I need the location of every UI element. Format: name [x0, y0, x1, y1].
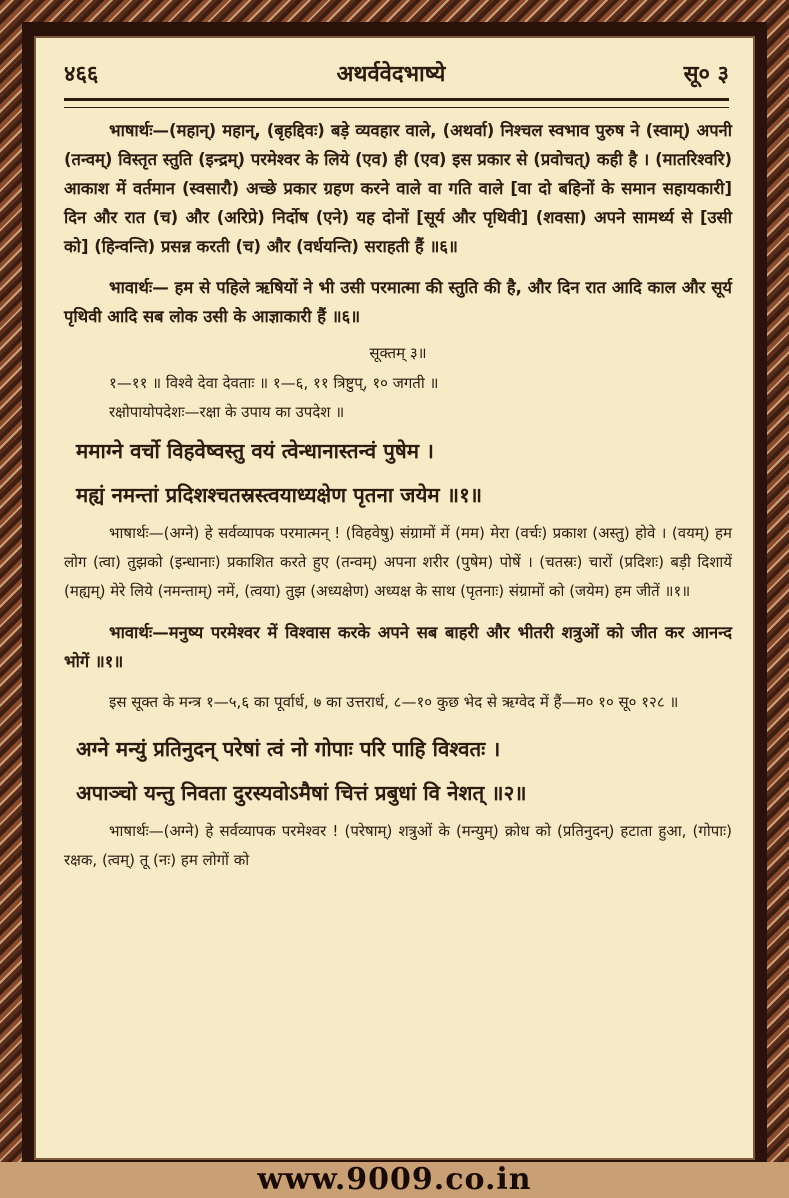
bhasharth-paragraph-6: भाषार्थः—(महान्) महान्, (बृहद्दिवः) बड़े व्यवहार वाले, (अथर्वा) निश्चल स्वभाव पुरुष ने (स्वाम्) अपनी (तन्वम्) विस्तृत स्तुति (इन्द्रम्) परमेश्वर के लिये (एव) ही (एव) इस प्रकार से (प्रवोचत्) कही है । (मातरिश्वरि) आकाश में वर्तमान (स्वसारौ) अच्छे प्रकार ग्रहण करने वाले वा गति वाले [वा दो बहिनों के समान सहायकारी] दिन और रात (च) और (अरिप्रे) निर्दोष (एने) यह दोनों [सूर्य और पृथिवी] (शवसा) अपने सामर्थ्य से [उसी को] (हिन्वन्ति) प्रसन्न करती (च) और (वर्धयन्ति) सराहती हैं ॥६॥ — [64, 121, 732, 256]
bhavarth-paragraph-6: भावार्थः— हम से पहिले ऋषियों ने भी उसी परमात्मा की स्तुति की है, और दिन रात आदि काल और सूर्य पृथिवी आदि सब लोक उसी के आज्ञाकारी हैं ॥६॥ — [64, 278, 732, 326]
header-rule — [64, 98, 729, 108]
page-header — [64, 58, 729, 88]
page-number: ४६६ — [64, 62, 99, 87]
bhavarth-paragraph-1: भावार्थः—मनुष्य परमेश्वर में विश्वास करके अपने सब बाहरी और भीतरी शत्रुओं को जीत कर आनन्द भोगें ॥१॥ — [64, 623, 732, 671]
sukta-title: सूक्तम् ३॥ — [369, 344, 427, 362]
page-content — [64, 116, 732, 887]
mantra-1-line-2: मह्यं नमन्तां प्रदिशश्चतस्रस्त्वयाध्यक्षेण पृतना जयेम ॥१॥ — [76, 483, 483, 507]
mantra-2-line-1: अग्ने मन्युं प्रतिनुदन् परेषां त्वं नो गोपाः परि पाहि विश्वतः । — [76, 737, 501, 761]
mantra-2-line-2: अपाञ्चो यन्तु निवता दुरस्यवोऽमैषां चित्तं प्रबुधां वि नेशत् ॥२॥ — [76, 781, 527, 805]
rigveda-note: इस सूक्त के मन्त्र १—५,६ का पूर्वार्ध, ७ का उत्तरार्ध, ८—१० कुछ भेद से ऋग्वेद में हैं—म० १० सू० १२८ ॥ — [109, 693, 679, 711]
book-title: अथर्ववेदभाष्ये — [336, 62, 446, 87]
scanned-page — [34, 36, 755, 1160]
sukta-reference: सू० ३ — [683, 62, 729, 87]
devata-line: १—११ ॥ विश्वे देवा देवताः ॥ १—६, ११ त्रिष्टुप्, १० जगती ॥ — [109, 374, 439, 392]
upadesha-line: रक्षोपायोपदेशः—रक्षा के उपाय का उपदेश ॥ — [109, 403, 345, 421]
mantra-1-line-1: ममाग्ने वर्चो विहवेष्वस्तु वयं त्वेन्धानास्तन्वं पुषेम । — [76, 439, 434, 463]
bhasharth-paragraph-1: भाषार्थः—(अग्ने) हे सर्वव्यापक परमात्मन् ! (विहवेषु) संग्रामों में (मम) मेरा (वर्चः) प्रकाश (अस्तु) होवे । (वयम्) हम लोग (त्वा) तुझको (इन्धानाः) प्रकाशित करते हुए (तन्वम्) अपना शरीर (पुषेम) पोषें । (चतस्रः) चारों (प्रदिशः) बड़ी दिशायें (मह्यम्) मेरे लिये (नमन्ताम्) नमें, (त्वया) तुझ (अध्यक्षेण) अध्यक्ष के साथ (पृतनाः) संग्रामों को (जयेम) हम जीतें ॥१॥ — [64, 524, 732, 600]
bhasharth-paragraph-2: भाषार्थः—(अग्ने) हे सर्वव्यापक परमेश्वर ! (परेषाम्) शत्रुओं के (मन्युम्) क्रोध को (प्रतिनुदन्) हटाता हुआ, (गोपाः) रक्षक, (त्वम्) तू (नः) हम लोगों को — [64, 822, 732, 869]
website-watermark: www.9009.co.in — [257, 1161, 532, 1197]
